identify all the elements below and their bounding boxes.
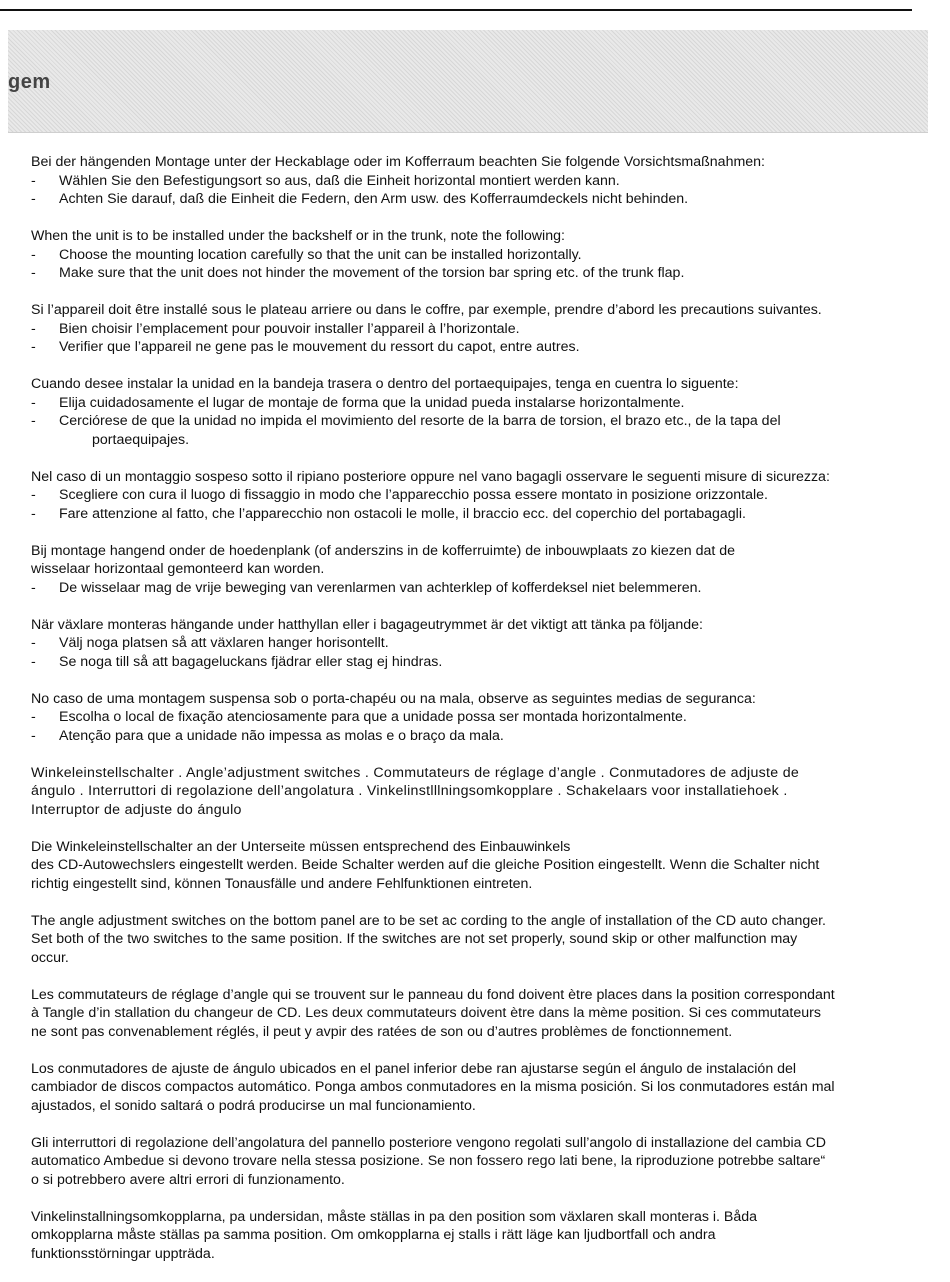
- section-banner: [8, 30, 928, 133]
- section-intro: No caso de uma montagem suspensa sob o porta-chapéu ou na mala, observe as seguintes medias de seguranca:: [31, 690, 756, 707]
- list-item: - Bien choisir l’emplacement pour pouvoir installer l’appareil à l’horizontale.: [31, 320, 871, 339]
- paragraph-line: Die Winkeleinstellschalter an der Unterseite müssen entsprechend des Einbauwinkels: [31, 838, 571, 855]
- paragraph-line: à Tangle d’in stallation du changeur de CD. Les deux commutateurs doivent ètre dans la mème position. Si ces commutateurs: [31, 1005, 821, 1021]
- list-item: - Se noga till så att bagageluckans fjädrar eller stag ej hindras.: [31, 653, 871, 672]
- document-body: [31, 153, 871, 1282]
- switch-heading-line: ángulo . Interruttori di regolazione dell’angolatura . Vinkelinstlllningsomkopplare . Schakelaars voor installatiehoek .: [31, 783, 788, 799]
- paragraph-line: richtig eingestellt sind, können Tonausfälle und andere Fehlfunktionen eintreten.: [31, 875, 533, 892]
- banner-title: gem: [8, 71, 51, 93]
- list-item: - Scegliere con cura il luogo di fissaggio in modo che l’apparecchio possa essere montato in posizione orizzontale.: [31, 486, 871, 505]
- paragraph-line: ajustados, el sonido saltará o podrá producirse un mal funcionamiento.: [31, 1097, 476, 1114]
- switch-heading-line: Winkeleinstellschalter . Angle’adjustment switches . Commutateurs de réglage d’angle . Conmutadores de adjuste de: [31, 764, 800, 781]
- paragraph-line: The angle adjustment switches on the bottom panel are to be set ac cording to the angle of installation of the CD auto changer.: [31, 912, 826, 929]
- section-intro: Nel caso di un montaggio sospeso sotto il ripiano posteriore oppure nel vano bagagli osservare le seguenti misure di sicurezza:: [31, 468, 830, 485]
- paragraph-line: Set both of the two switches to the same position. If the switches are not set properly, sound skip or other malfunction may: [31, 931, 798, 947]
- paragraph-line: Les commutateurs de réglage d’angle qui se trouvent sur le panneau du fond doivent ètre places dans la position correspondant: [31, 986, 835, 1003]
- switch-paragraph-it: [31, 1134, 871, 1190]
- section-fr: [31, 301, 871, 357]
- switch-paragraph-fr: [31, 986, 871, 1042]
- section-es: [31, 375, 871, 449]
- paragraph-line: automatico Ambedue si devono trovare nella stessa posizione. Se non fossero rego lati bene, la riproduzione potrebbe saltare“: [31, 1153, 826, 1169]
- switch-heading: [31, 764, 871, 820]
- section-nl: [31, 542, 871, 598]
- section-intro: Bei der hängenden Montage unter der Heckablage oder im Kofferraum beachten Sie folgende Vorsichtsmaßnahmen:: [31, 154, 766, 170]
- list-item: - Cerciórese de que la unidad no impida el movimiento del resorte de la barra de torsion, el brazo etc., de la tapa del: [31, 412, 871, 431]
- section-intro: Bij montage hangend onder de hoedenplank (of anderszins in de kofferruimte) de inbouwplaats zo kiezen dat de: [31, 542, 736, 559]
- section-intro: Si l’appareil doit être installé sous le plateau arriere ou dans le coffre, par exemple, prendre d’abord les precautions suivantes.: [31, 302, 822, 318]
- paragraph-line: cambiador de discos compactos automático. Ponga ambos conmutadores en la misma posición. Si los conmutadores están mal: [31, 1079, 835, 1095]
- list-item: - Achten Sie darauf, daß die Einheit die Federn, den Arm usw. des Kofferraumdeckels nicht behinden.: [31, 190, 871, 209]
- section-intro: Cuando desee instalar la unidad en la bandeja trasera o dentro del portaequipajes, tenga en cuentra lo siguente:: [31, 376, 739, 392]
- top-rule: [0, 9, 912, 11]
- list-item: - Atenção para que a unidade não impessa as molas e o braço da mala.: [31, 727, 871, 746]
- list-item: - Make sure that the unit does not hinder the movement of the torsion bar spring etc. of the trunk flap.: [31, 264, 871, 283]
- list-item: - Wählen Sie den Befestigungsort so aus, daß die Einheit horizontal montiert werden kann.: [31, 172, 871, 191]
- switch-paragraph-es: [31, 1060, 871, 1116]
- section-pt: [31, 690, 871, 746]
- list-item: - Verifier que l’appareil ne gene pas le mouvement du ressort du capot, entre autres.: [31, 338, 871, 357]
- paragraph-line: Los conmutadores de ajuste de ángulo ubicados en el panel inferior debe ran ajustarse según el ángulo de instalación del: [31, 1060, 797, 1077]
- switch-paragraph-de: [31, 838, 871, 894]
- paragraph-line: Vinkelinstallningsomkopplarna, pa undersidan, måste ställas in pa den position som växlaren skall monteras i. Båda: [31, 1208, 758, 1225]
- switch-paragraph-en: [31, 912, 871, 968]
- list-item: - Fare attenzione al fatto, che l’apparecchio non ostacoli le molle, il braccio ecc. del coperchio del portabagagli.: [31, 505, 871, 524]
- paragraph-line: funktionsstörningar uppträda.: [31, 1245, 215, 1262]
- list-item: - Escolha o local de fixação atenciosamente para que a unidade possa ser montada horizontalmente.: [31, 708, 871, 727]
- paragraph-line: omkopplarna måste ställas pa samma position. Om omkopplarna ej stalls i rätt läge kan ljudbortfall och andra: [31, 1227, 716, 1243]
- list-item: - Elija cuidadosamente el lugar de montaje de forma que la unidad pueda instalarse horizontalmente.: [31, 394, 871, 413]
- section-en: [31, 227, 871, 283]
- list-item: - Välj noga platsen så att växlaren hanger horisontellt.: [31, 634, 871, 653]
- list-item: - Choose the mounting location carefully so that the unit can be installed horizontally.: [31, 246, 871, 265]
- switch-paragraph-sv: [31, 1208, 871, 1264]
- paragraph-line: occur.: [31, 949, 69, 966]
- paragraph-line: o si potrebbero avere altri errori di funzionamento.: [31, 1171, 345, 1188]
- switch-heading-line: Interruptor de adjuste do ángulo: [31, 801, 242, 818]
- section-intro: When the unit is to be installed under the backshelf or in the trunk, note the following:: [31, 228, 565, 244]
- paragraph-line: ne sont pas convenablement réglés, il peut y avpir des ratées de son ou d’autres problèmes de fonctionnement.: [31, 1023, 733, 1040]
- section-it: [31, 468, 871, 524]
- paragraph-line: Gli interruttori di regolazione dell’angolatura del pannello posteriore vengono regolati sull’angolo di installazione del cambia CD: [31, 1134, 826, 1151]
- section-sv: [31, 616, 871, 672]
- section-de: [31, 153, 871, 209]
- paragraph-line: des CD-Autowechslers eingestellt werden. Beide Schalter werden auf die gleiche Position eingestellt. Wenn die Schalter nicht: [31, 857, 820, 873]
- list-item: - De wisselaar mag de vrije beweging van verenlarmen van achterklep of kofferdeksel niet belemmeren.: [31, 579, 871, 598]
- section-intro-continued: wisselaar horizontaal gemonteerd kan worden.: [31, 561, 325, 577]
- section-intro: När växlare monteras hängande under hatthyllan eller i bagageutrymmet är det viktigt att tänka pa följande:: [31, 616, 703, 633]
- list-item-continuation: portaequipajes.: [92, 431, 190, 448]
